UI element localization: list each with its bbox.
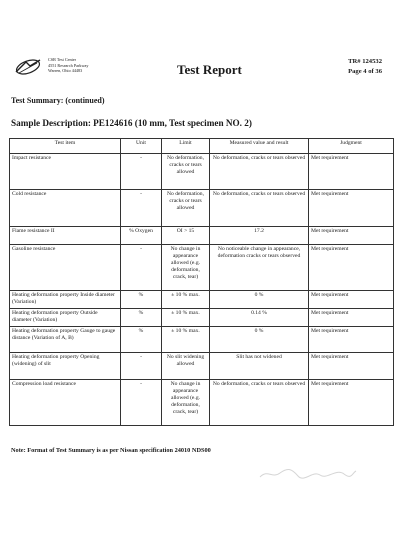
table-row [10,353,394,380]
cell-measured: 0 % [210,291,309,309]
sample-description: Sample Description: PE124616 (10 mm, Test specimen NO. 2) [11,118,252,128]
cell-unit: - [121,380,162,426]
header-judgment: Judgment [309,139,394,154]
cell-measured: No noticeable change in appearance, deformation cracks or tears observed [210,245,309,291]
company-address [48,57,88,74]
table-row [10,154,394,190]
cell-test-item: Gasoline resistance [10,245,121,291]
cell-unit: - [121,353,162,380]
cell-judgment: Met requirement [309,353,394,380]
test-summary-table [9,138,394,426]
company-name: CSR Test Center [48,57,77,62]
cell-limit: No deformation, cracks or tears allowed [162,190,210,227]
header-measured: Measured value and result [210,139,309,154]
company-street: 4551 Research Parkway [48,62,89,68]
cell-limit: OI > 15 [162,227,210,245]
cell-limit: ± 10 % max. [162,327,210,353]
table-row [10,245,394,291]
cell-judgment: Met requirement [309,380,394,426]
report-reference [348,57,382,77]
cell-test-item: Impact resistance [10,154,121,190]
cell-measured: No deformation, cracks or tears observed [210,380,309,426]
cell-test-item: Heating deformation property Inside diameter (Variation) [10,291,121,309]
cell-limit: ± 10 % max. [162,309,210,327]
table-row [10,291,394,309]
cell-test-item: Flame resistance II [10,227,121,245]
cell-judgment: Met requirement [309,291,394,309]
cell-measured: 0.14 % [210,309,309,327]
table-row [10,190,394,227]
cell-measured: 17.2 [210,227,309,245]
cell-limit: No change in appearance allowed (e.g. deformation, crack, tear) [162,380,210,426]
cell-test-item: Compression load resistance [10,380,121,426]
cell-judgment: Met requirement [309,190,394,227]
cell-measured: 0 % [210,327,309,353]
cell-measured: Slit has not widened [210,353,309,380]
cell-measured: No deformation, cracks or tears observed [210,154,309,190]
cell-unit: % [121,309,162,327]
cell-limit: ± 10 % max. [162,291,210,309]
header-unit: Unit [121,139,162,154]
cell-judgment: Met requirement [309,227,394,245]
cell-judgment: Met requirement [309,309,394,327]
cell-unit: - [121,245,162,291]
tr-number: TR# 124532 [348,58,382,65]
cell-judgment: Met requirement [309,245,394,291]
cell-test-item: Heating deformation property Gauge to gauge distance (Variation of A, B) [10,327,121,353]
company-city: Warren, Ohio 44483 [48,68,83,74]
page-number: Page 4 of 36 [348,68,382,75]
table-row [10,327,394,353]
header-test-item: Test item [10,139,121,154]
company-logo-icon [13,57,43,77]
table-row [10,380,394,426]
cell-unit: % [121,327,162,353]
footnote: Note: Format of Test Summary is as per Nissan specification 24010 NDS00 [11,447,211,454]
header-limit: Limit [162,139,210,154]
cell-limit: No deformation, cracks or tears allowed [162,154,210,190]
cell-judgment: Met requirement [309,327,394,353]
summary-heading: Test Summary: (continued) [11,96,105,105]
cell-unit: - [121,154,162,190]
table-header-row [10,139,394,154]
report-title: Test Report [177,62,242,77]
cell-judgment: Met requirement [309,154,394,190]
faint-signature-icon [258,465,358,481]
cell-test-item: Heating deformation property Opening (widening) of slit [10,353,121,380]
table-row [10,227,394,245]
table-row [10,309,394,327]
cell-measured: No deformation, cracks or tears observed [210,190,309,227]
cell-test-item: Cold resistance [10,190,121,227]
cell-unit: % Oxygen [121,227,162,245]
cell-unit: % [121,291,162,309]
cell-limit: No slit widening allowed [162,353,210,380]
cell-unit: - [121,190,162,227]
cell-test-item: Heating deformation property Outside diameter (Variation) [10,309,121,327]
cell-limit: No change in appearance allowed (e.g. deformation, crack, tear) [162,245,210,291]
